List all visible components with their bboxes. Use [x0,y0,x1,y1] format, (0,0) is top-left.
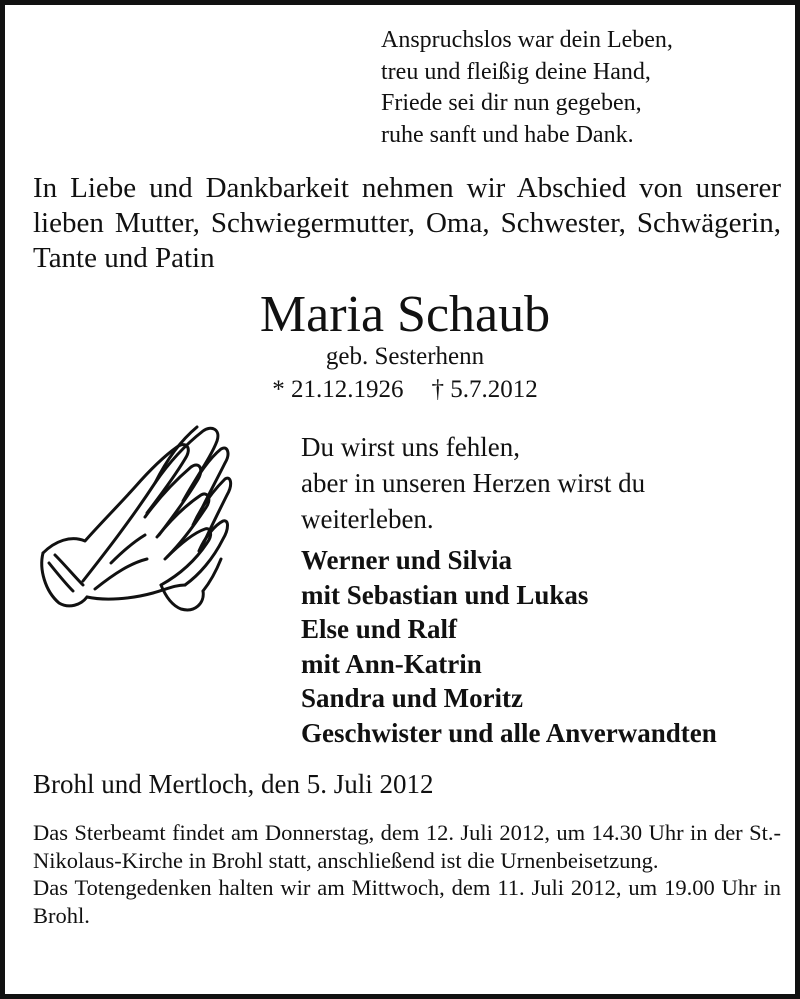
mourner-line: Else und Ralf [301,614,458,644]
poem-line: Anspruchslos war dein Leben, [381,27,673,53]
funeral-notice: Das Sterbeamt findet am Donnerstag, dem 12. Juli 2012, um 14.30 Uhr in der St.-Nikolaus-Kirche in Brohl statt, anschließend ist die Urnenbeisetzung. [33,820,781,873]
poem-line: Friede sei dir nun gegeben, [381,90,642,116]
quote-line: aber in unseren Herzen wirst du [301,468,646,498]
mourners-list [301,543,717,750]
mourner-line: mit Sebastian und Lukas [301,579,589,610]
praying-hands-icon [35,413,235,613]
quote-line: weiterleben. [301,504,434,534]
mourner-line: Sandra und Moritz [301,683,524,713]
quote-line: Du wirst uns fehlen, [301,432,520,462]
quote [301,429,645,537]
poem-line: ruhe sanft und habe Dank. [381,121,634,148]
maiden-name: geb. Sesterhenn [325,343,485,370]
service-notice [33,819,781,929]
birth-date: * 21.12.1926 [272,376,404,403]
place-date: Brohl und Mertloch, den 5. Juli 2012 [33,769,434,799]
mourner-line: mit Ann-Katrin [301,648,482,679]
deceased-name: Maria Schaub [259,286,551,343]
poem-line: treu und fleißig deine Hand, [381,58,651,85]
poem [381,25,673,151]
death-date: † 5.7.2012 [431,376,538,403]
mourner-line: Geschwister und alle Anverwandten [301,717,717,748]
intro-text: In Liebe und Dankbarkeit nehmen wir Abschied von unserer lieben Mutter, Schwiegermutter, Oma, Schwester, Schwägerin, Tante und Patin [33,172,781,274]
memorial-notice: Das Totengedenken halten wir am Mittwoch, dem 11. Juli 2012, um 19.00 Uhr in Brohl. [33,875,781,928]
mourner-line: Werner und Silvia [301,545,513,575]
life-dates [5,375,800,405]
